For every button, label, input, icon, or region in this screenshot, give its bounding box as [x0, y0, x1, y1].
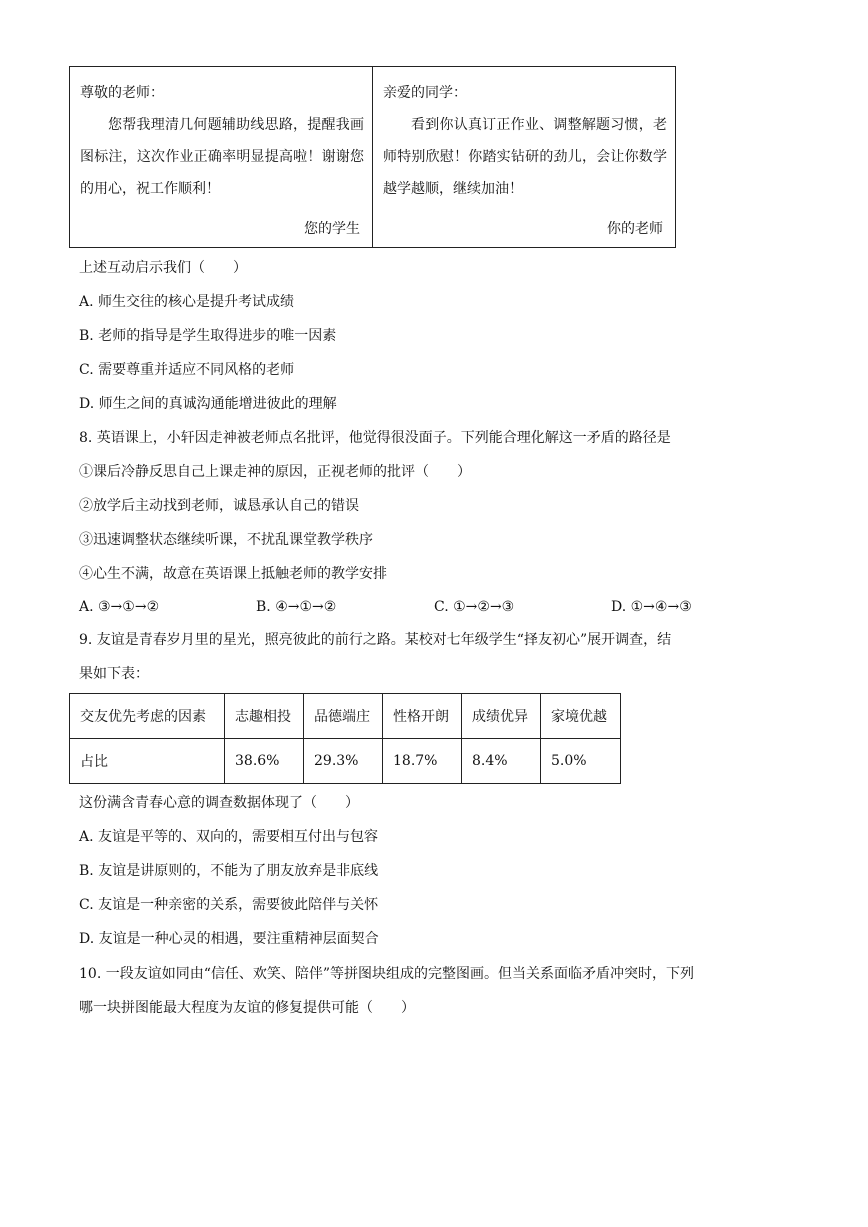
- table-header-cell: 家境优越: [541, 694, 621, 739]
- q7-option-a[interactable]: A. 师生交往的核心是提升考试成绩: [79, 294, 295, 310]
- table-header-cell: 交友优先考虑的因素: [70, 694, 225, 739]
- q8-option-a[interactable]: A. ③→①→②: [79, 599, 160, 615]
- student-letter-body: 您帮我理清几何题辅助线思路，提醒我画图标注，这次作业正确率明显提高啦！谢谢您的用心，祝工作顺利！: [80, 117, 364, 197]
- table-cell: 29.3%: [304, 739, 383, 784]
- teacher-letter: [373, 67, 675, 247]
- q8-option-d[interactable]: D. ①→④→③: [611, 599, 692, 615]
- q7-option-c[interactable]: C. 需要尊重并适应不同风格的老师: [79, 362, 295, 378]
- letter-exchange-box: [69, 66, 676, 248]
- table-cell: 8.4%: [462, 739, 541, 784]
- q8-item-2: ②放学后主动找到老师，诚恳承认自己的错误: [79, 498, 359, 514]
- table-header-cell: 志趣相投: [225, 694, 304, 739]
- q8-item-4: ④心生不满，故意在英语课上抵触老师的教学安排: [79, 566, 387, 582]
- teacher-letter-body: 看到你认真订正作业、调整解题习惯，老师特别欣慰！你踏实钻研的劲儿，会让你数学越学越顺，继续加油！: [383, 117, 667, 197]
- q9-option-c[interactable]: C. 友谊是一种亲密的关系，需要彼此陪伴与关怀: [79, 897, 379, 913]
- table-header-cell: 成绩优异: [462, 694, 541, 739]
- q8-item-3: ③迅速调整状态继续听课，不扰乱课堂教学秩序: [79, 532, 373, 548]
- table-cell: 占比: [70, 739, 225, 784]
- teacher-letter-signature: 你的老师: [607, 221, 663, 237]
- q10-stem: 10. 一段友谊如同由“信任、欢笑、陪伴”等拼图块组成的完整图画。但当关系面临矛盾冲突时，下列哪一块拼图能最大程度为友谊的修复提供可能（ ）: [79, 966, 695, 1016]
- q9-stem: 9. 友谊是青春岁月里的星光，照亮彼此的前行之路。某校对七年级学生“择友初心”展开调查，结果如下表：: [79, 632, 672, 682]
- table-cell: 5.0%: [541, 739, 621, 784]
- student-letter: [70, 67, 373, 247]
- student-letter-greeting: 尊敬的老师：: [80, 85, 164, 101]
- q7-option-b[interactable]: B. 老师的指导是学生取得进步的唯一因素: [79, 328, 337, 344]
- table-cell: 18.7%: [383, 739, 462, 784]
- q9-option-b[interactable]: B. 友谊是讲原则的，不能为了朋友放弃是非底线: [79, 863, 379, 879]
- q9-follow: 这份满含青春心意的调查数据体现了（ ）: [79, 795, 359, 811]
- q8-item-1: ①课后冷静反思自己上课走神的原因，正视老师的批评（ ）: [79, 464, 471, 480]
- q8-stem: 8. 英语课上，小轩因走神被老师点名批评，他觉得很没面子。下列能合理化解这一矛盾的路径是: [79, 430, 671, 446]
- q9-option-a[interactable]: A. 友谊是平等的、双向的，需要相互付出与包容: [79, 829, 379, 845]
- q8-option-c[interactable]: C. ①→②→③: [434, 599, 515, 615]
- q7-stem: 上述互动启示我们（ ）: [79, 260, 247, 276]
- q8-option-b[interactable]: B. ④→①→②: [256, 599, 337, 615]
- table-header-cell: 品德端庄: [304, 694, 383, 739]
- table-row: [70, 739, 621, 784]
- q9-option-d[interactable]: D. 友谊是一种心灵的相遇，要注重精神层面契合: [79, 931, 379, 947]
- teacher-letter-greeting: 亲爱的同学：: [383, 85, 467, 101]
- table-cell: 38.6%: [225, 739, 304, 784]
- table-header-cell: 性格开朗: [383, 694, 462, 739]
- survey-table: [69, 693, 621, 784]
- student-letter-signature: 您的学生: [304, 221, 360, 237]
- table-header-row: [70, 694, 621, 739]
- q7-option-d[interactable]: D. 师生之间的真诚沟通能增进彼此的理解: [79, 396, 337, 412]
- q8-options: [79, 597, 719, 617]
